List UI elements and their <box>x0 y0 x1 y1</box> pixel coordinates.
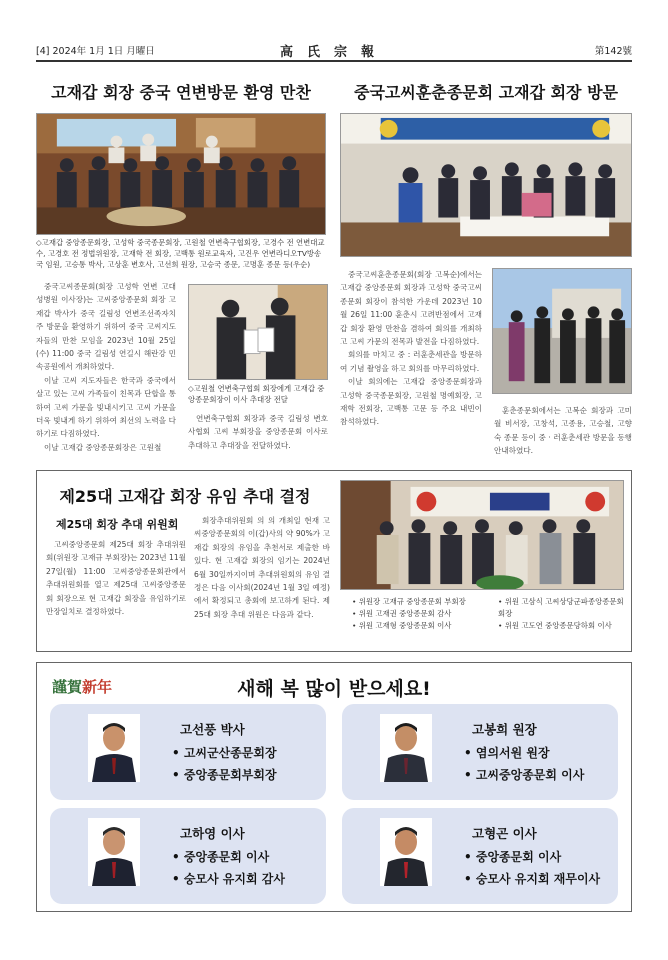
greeting-name: 고봉희 원장 <box>472 722 537 737</box>
article2-group-photo <box>340 113 632 257</box>
committee-member: • 위원 고재권 중앙종문회 감사 <box>352 608 492 620</box>
new-year-title: 새해 복 많이 받으세요! <box>237 678 431 700</box>
article1-group-photo <box>36 113 326 235</box>
greeting-name: 고선풍 박사 <box>180 722 245 737</box>
greeting-card <box>342 808 618 904</box>
article1-paragraph: 중국고씨종문회(회장 고성학 연변 고대성병원 이사장)는 고씨중앙종문회 회장 고재갑 박사가 중국 길림성 연변조선족자치주 방문을 환영하기 위하여 중국 고씨지도자들의 만찬 모임을 2023년 10월 25일(수) 11:00 중국 길림성 연길시 해란강 민속공원에서 개최하였다. <box>36 282 176 372</box>
article1-headline: 고재갑 회장 중국 연변방문 환영 만찬 <box>51 83 311 102</box>
article3-inauguration-photo <box>340 480 624 590</box>
portrait-photo <box>88 818 140 886</box>
article3-body-1: 고씨중앙종문회 제25대 회장 추대위원회(위원장 고재규 부회장)는 2023년 11월 27일(월) 11:00 고씨중앙종문회관에서 추대위원회를 열고 제25대 고씨중앙종문회 회장으로 현 고재갑 회장을 유임하기로 만장일치로 결정하였다. <box>46 540 186 617</box>
greeting-role: • 고씨중앙종문회 이사 <box>464 768 585 782</box>
issue-number: 第142號 <box>594 46 633 57</box>
article2-customs-photo <box>492 268 632 394</box>
article1-inset-photo <box>188 284 328 380</box>
article1-photo-caption: ◇고재갑 중앙종문회장, 고성학 중국종문회장, 고원철 연변축구협회장, 고경수 전 연변대교수, 고경호 전 정법위원장, 고재학 전 회장, 고백통 원로교육자, 고진우 연변라디오TV방송국 임원, 고승통 박사, 고상훈 변호사, 고선희 원장, 고승국 종문, 고명훈 종문 등(우순) <box>36 238 325 269</box>
new-year-tag-2: 新年 <box>82 678 113 696</box>
article2-side-text: 훈춘종문회에서는 고복순 회장과 고미월 비서장, 고창석, 고종용, 고승철, 고향숙 종문 등이 중 · 러훈춘세관 방문을 동행 안내하였다. <box>494 406 632 456</box>
page-header <box>36 40 632 62</box>
article3-subtitle: 제25대 회장 추대 위원회 <box>56 518 179 531</box>
greeting-role: • 중앙종문회부회장 <box>172 768 277 782</box>
greeting-name: 고형곤 이사 <box>472 826 537 841</box>
committee-member: • 위원 고재형 중앙종문회 이사 <box>352 620 492 632</box>
greeting-role: • 숭모사 유지회 감사 <box>172 872 285 886</box>
committee-member: • 위원장 고재규 중앙종문회 부회장 <box>352 596 492 608</box>
article1-body-continued: 연변축구협회 회장과 중국 길림성 변호사협회 고씨 부회장을 중앙종문회 이사로 추대하고 추대장을 전달하였다. <box>188 414 328 450</box>
article3-members-left <box>352 596 492 632</box>
greeting-role: • 중앙종문회 이사 <box>464 850 562 864</box>
page-date: [4] 2024年 1月 1日 月曜日 <box>36 46 155 57</box>
article1-paragraph: 이날 고재갑 중앙종문회장은 고원철 <box>44 442 162 452</box>
article2-paragraph: 중국고씨훈춘종문회(회장 고복순)에서는 고재갑 중앙종문회 회장과 고성학 중국고씨종문회 회장이 참석한 가운데 2023년 10월 26일 11:00 훈춘시 고려반점에서 고재갑 회장 환영 만찬을 겸하여 회의를 개최하고 고씨 가문의 전목과 발전을 다짐하였다. <box>340 270 482 347</box>
portrait-photo <box>88 714 140 782</box>
portrait-photo <box>380 714 432 782</box>
greeting-card <box>342 704 618 800</box>
greeting-card <box>50 704 326 800</box>
article1-inset-caption: ◇고원철 연변축구협회 회장에게 고재갑 중앙종문회장이 이사 추대장 전달 <box>188 384 325 404</box>
greeting-role: • 중앙종문회 이사 <box>172 850 270 864</box>
greeting-role: • 숭모사 유지회 재무이사 <box>464 872 601 886</box>
article2-body <box>340 268 482 429</box>
masthead: 高氏宗報 <box>280 44 389 60</box>
article1-paragraph: 이날 고씨 지도자들은 한국과 중국에서 살고 있는 고씨 가족들이 친목과 단합을 통하여 고씨 가문을 빛내시키고 고씨 가문을 더욱 빛내게 하기 위하여 최선의 노력을 다하기로 다짐하였다. <box>36 375 176 439</box>
greeting-role: • 염의서원 원장 <box>464 746 550 760</box>
committee-member: • 위원 고도연 중앙종문당하회 이사 <box>498 620 628 632</box>
greeting-name: 고하영 이사 <box>180 826 245 841</box>
committee-member: • 위원 고삼식 고씨상당군파종앙종문회 회장 <box>498 596 628 620</box>
greeting-card <box>50 808 326 904</box>
article1-body <box>36 280 176 454</box>
article3-body-2: 회장추대위원회 의 의 개최일 현재 고씨중앙종문회의 이(갑)사의 약 90%가 고재갑 회장의 유임을 추천서로 제출한 바 있다. 현 고재갑 회장의 임기는 2024년 6월 30일까지이며 추대위원회의 유임 결정은 다음 이사회(2024년 1월 3일 예정)에서 확정되고 총회에 보고하게 된다. 제25대 회장 추대 위원은 다음과 같다. <box>194 516 330 619</box>
greeting-role: • 고씨군산종문회장 <box>172 746 277 760</box>
article3-headline: 제25대 고재갑 회장 유임 추대 결정 <box>59 487 311 506</box>
article2-headline: 중국고씨훈춘종문회 고재갑 회장 방문 <box>353 83 618 102</box>
article3-members-right <box>498 596 628 632</box>
article2-paragraph: 회의를 마치고 중 : 러훈춘세관을 방문하여 기념 촬영을 하고 회의를 마무리하였다. <box>340 350 482 373</box>
article2-paragraph: 이날 회의에는 고재갑 중앙종문회장과 고성학 중국종문회장, 고원철 명예회장, 고재학 전회장, 고백통 고문 등 주요 내빈이 참석하였다. <box>340 377 482 427</box>
portrait-photo <box>380 818 432 886</box>
new-year-tag-1: 謹賀 <box>52 678 83 696</box>
